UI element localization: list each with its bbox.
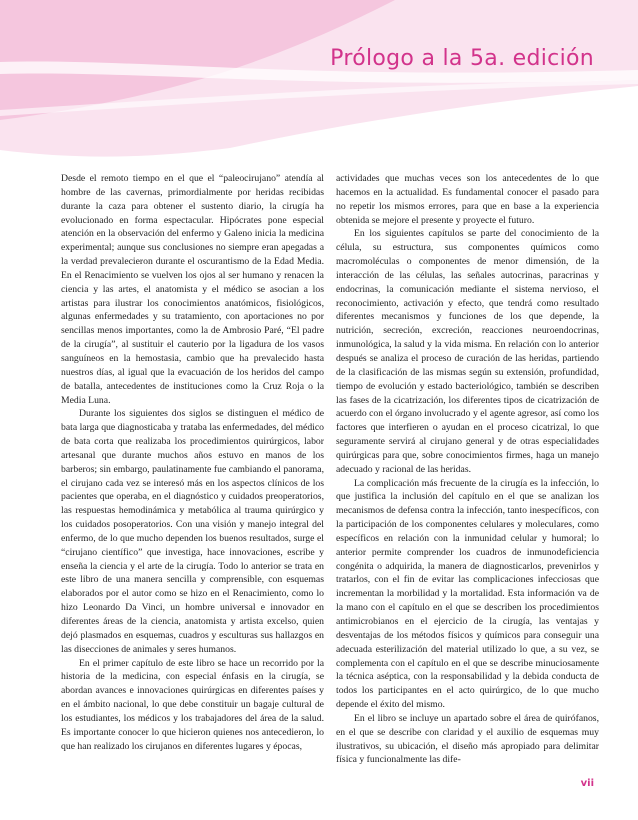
left-paragraph-2: Durante los siguientes dos siglos se distinguen el médico de bata larga que diagnosticaba y trataba las enfermedades, del médico de bata corta que realizaba los procedimientos quirúrgicos, labor artesanal que durante muchos años estuvo en manos de los barberos; sin embargo, paulatinamente fue cambiando el panorama, el cirujano cada vez se interesó más en los aspectos clínicos de los pacientes que operaba, en el diagnóstico y cuidados preoperatorios, las respuestas hemodinámica y metabólica al trauma quirúrgico y los cuidados posoperatorios. Con una visión y manejo integral del enfermo, de lo que mucho dependen los buenos resultados, surge el “cirujano científico” que investiga, hace innovaciones, escribe y enseña la ciencia y el arte de la cirugía. Todo lo anterior se trata en este libro de una manera sencilla y comprensible, con esquemas elaborados por el autor como se hizo en el Renacimiento, como lo hizo Leonardo Da Vinci, un hombre universal e innovador en diferentes áreas de la ciencia, anatomista y artista excelso, quien dejó plasmados en esquemas, cuadros y esculturas sus hallazgos en las disecciones de animales y seres humanos. xyxy=(61,408,324,655)
left-paragraph-3: En el primer capítulo de este libro se hace un recorrido por la historia de la medicina, con especial énfasis en la cirugía, se abordan avances e innovaciones quirúrgicas en diferentes países y en el ámbito nacional, lo que debe constituir un bagaje cultural de los estudiantes, los médicos y los trabajadores del área de la salud. Es importante conocer lo que hicieron quienes nos antecedieron, lo que han realizado los cirujanos en diferentes lugares y épocas, xyxy=(61,657,324,752)
left-column xyxy=(61,172,324,753)
header-decoration xyxy=(0,0,638,160)
page-number: vii xyxy=(580,778,594,789)
right-paragraph-1: actividades que muchas veces son los antecedentes de lo que hacemos en la actualidad. Es fundamental conocer el pasado para no repetir los mismos errores, para que en base a la experiencia obtenida se mejore el presente y proyecte el futuro. xyxy=(336,173,599,226)
page-title: Prólogo a la 5a. edición xyxy=(330,46,594,71)
right-paragraph-3: La complicación más frecuente de la cirugía es la infección, lo que justifica la inclusión del capítulo en el que se analizan los mecanismos de defensa contra la infección, tanto inespecíficos, con la participación de los componentes celulares y moleculares, como específicos en relación con la inmunidad celular y humoral; lo anterior permite comprender los cuadros de inmunodeficiencia congénita o adquirida, la manera de diagnosticarlos, prevenirlos y tratarlos, con el fin de evitar las complicaciones infecciosas que incrementan la morbilidad y la mortalidad. Esta información va de la mano con el capítulo en el que se describen los procedimientos antimicrobianos en el ejercicio de la cirugía, las ventajas y desventajas de los métodos físicos y químicos para conseguir una adecuada esterilización del material utilizado lo que, a su vez, se complementa con el capítulo en el que se describe minuciosamente la técnica aséptica, con la responsabilidad y la debida conducta de todos los participantes en el acto quirúrgico, de lo que mucho depende el éxito del mismo. xyxy=(336,477,599,711)
right-paragraph-2: En los siguientes capítulos se parte del conocimiento de la célula, su estructura, sus componentes químicos como macromoléculas o componentes de menor dimensión, de la interacción de las células, las señales autocrinas, paracrinas y endocrinas, la comunicación mediante el sistema nervioso, el reconocimiento, activación y efecto, que tendrá como resultado diferentes mecanismos y funciones de los que depende, la nutrición, secreción, excreción, reacciones neuroendocrinas, inmunológica, la salud y la vida misma. En relación con lo anterior después se analiza el proceso de curación de las heridas, partiendo de la clasificación de las mismas según su extensión, profundidad, tiempo de evolución y estado bacteriológico, también se describen las fases de la cicatrización, los diferentes tipos de cicatrización de acuerdo con el órgano involucrado y el agente agresor, así como los factores que interfieren o ayudan en el proceso cicatrizal, lo que seguramente servirá al cirujano general y de otras especialidades quirúrgicas para que, sobre conocimientos firmes, haga un manejo adecuado y racional de las heridas. xyxy=(336,228,599,475)
right-column xyxy=(336,172,599,767)
left-paragraph-1: Desde el remoto tiempo en el que el “paleocirujano” atendía al hombre de las cavernas, primordialmente por heridas recibidas durante la caza para obtener el sustento diario, la cirugía ha evolucionado en forma espectacular. Hipócrates pone especial atención en la observación del enfermo y Galeno inicia la medicina experimental; aunque sus conclusiones no siempre eran apegadas a la verdad prevalecieron durante el oscurantismo de la Edad Media. En el Renacimiento se vuelven los ojos al ser humano y renacen la ciencia y las artes, el anatomista y el médico se asocian a los artistas para ilustrar los conocimientos anatómicos, fisiológicos, algunas enfermedades y su tratamiento, con aportaciones no por sencillas menos importantes, como la de Ambrosio Paré, “El padre de la cirugía”, al sustituir el cauterio por la ligadura de los vasos sanguíneos en la hemostasia, cambio que ha prevalecido hasta nuestros días, al igual que la evacuación de los heridos del campo de batalla, antecedentes de instituciones como la Cruz Roja o la Media Luna. xyxy=(61,173,324,406)
right-paragraph-4: En el libro se incluye un apartado sobre el área de quirófanos, en el que se describe con claridad y el auxilio de esquemas muy ilustrativos, su ubicación, el diseño más apropiado para delimitar física y funcionalmente las dife- xyxy=(336,712,599,766)
